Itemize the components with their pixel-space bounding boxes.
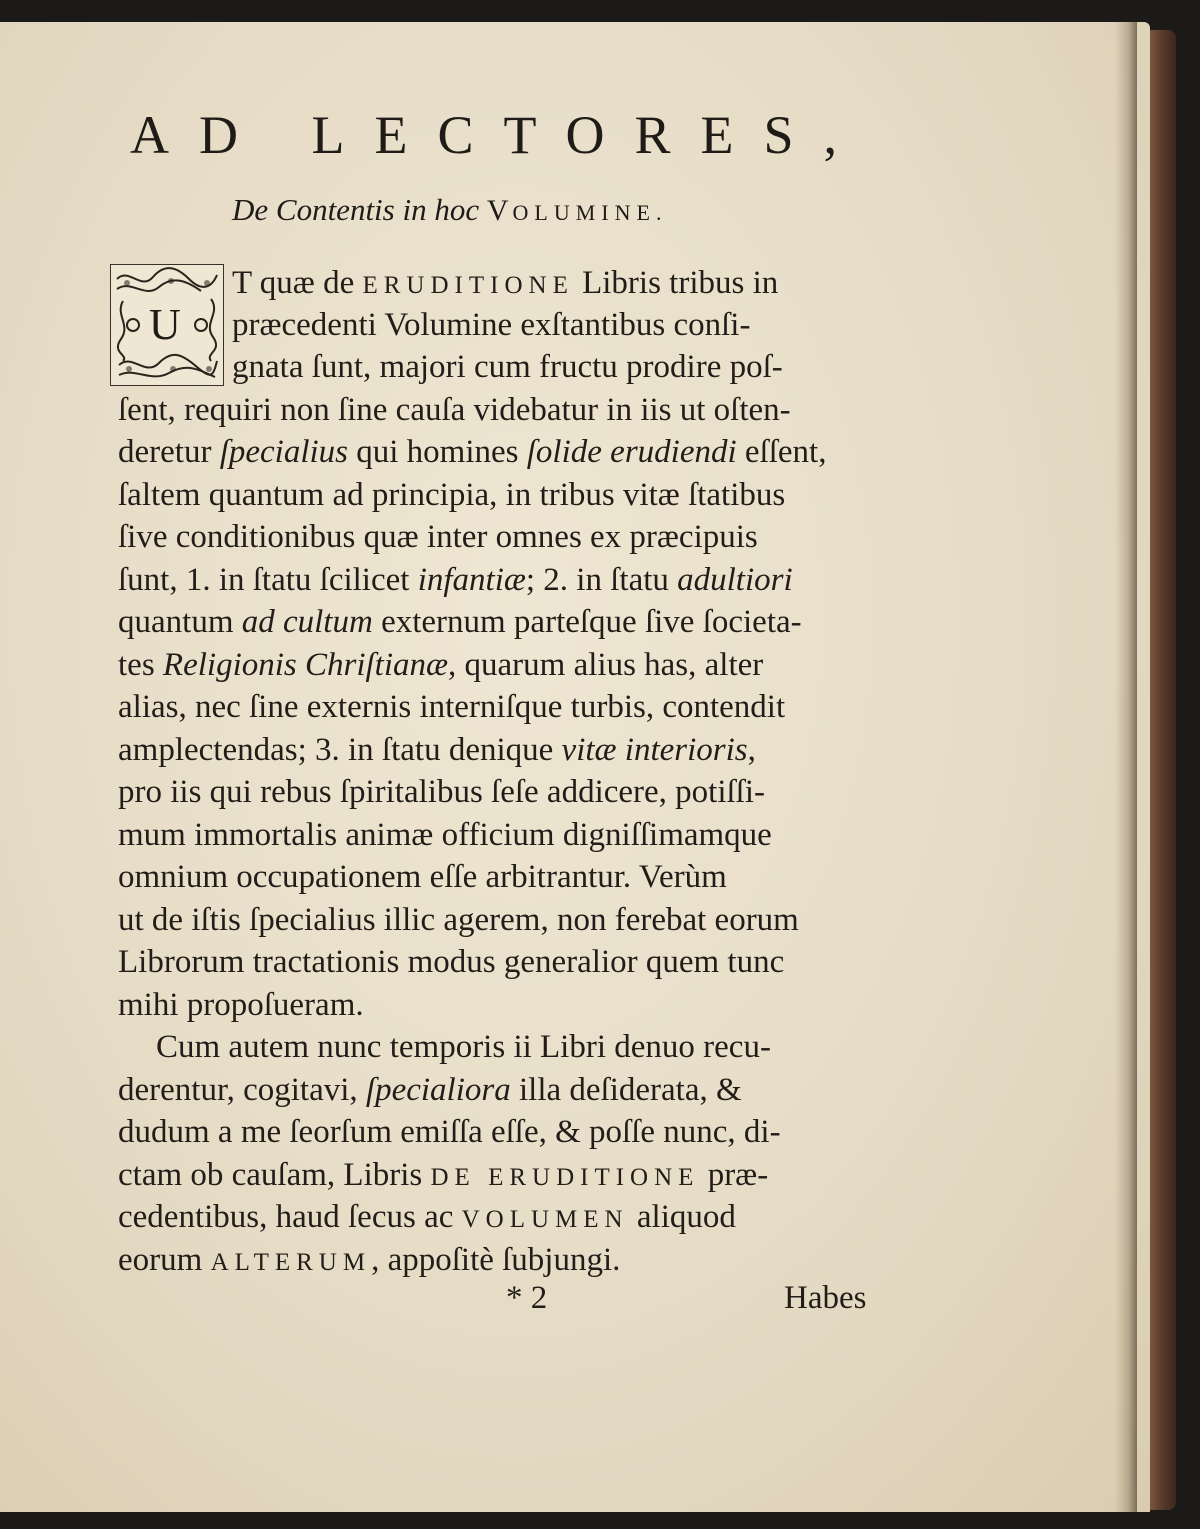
text-line (118, 686, 785, 728)
text-run: Librorum tractationis modus generalior quem tunc (118, 944, 785, 980)
text-line (156, 1026, 771, 1068)
text-line (118, 899, 799, 941)
text-run: tes (118, 647, 163, 683)
text-run-smallcaps: ALTERUM (210, 1249, 372, 1276)
page-heading: AD LECTORES, (130, 105, 868, 165)
dropcap-letter: U (149, 300, 181, 349)
text-run-italic: ad cultum (241, 604, 373, 640)
text-run: alias, nec ſine externis interniſque turbis, contendit (118, 689, 786, 725)
page-edge-shadow (1115, 22, 1137, 1512)
text-run: eſſent, (736, 434, 827, 470)
text-line (118, 729, 756, 771)
text-run: Cum autem nunc temporis ii Libri denuo recu- (156, 1029, 771, 1065)
subheading-smallcaps-first: V (486, 194, 513, 227)
text-line (118, 1239, 620, 1284)
subheading-smallcaps (487, 194, 668, 227)
text-line (232, 346, 783, 388)
text-run-italic: ſolide erudiendi (526, 434, 737, 470)
catchword: Habes (784, 1280, 867, 1316)
text-run: Libris tribus in (573, 265, 779, 301)
text-run: ut de iſtis ſpecialius illic agerem, non ferebat eorum (118, 902, 799, 938)
text-run: ſive conditionibus quæ inter omnes ex præcipuis (118, 519, 758, 555)
text-line (118, 559, 793, 601)
subheading-smallcaps-rest: OLUMINE. (512, 200, 668, 225)
page-subheading (232, 192, 667, 228)
text-run: mihi propoſueram. (118, 987, 364, 1023)
text-run: amplectendas; 3. in ſtatu denique (118, 732, 562, 768)
text-line (118, 1154, 768, 1199)
text-run: præ- (699, 1157, 769, 1193)
text-line (118, 856, 727, 898)
text-run: , (747, 732, 756, 768)
text-run: T quæ de (232, 265, 363, 301)
text-run: gnata ſunt, majori cum fructu prodire poſ- (232, 349, 783, 385)
text-run-smallcaps: ERUDITIONE (362, 272, 574, 299)
text-run-smallcaps: VOLUMEN (461, 1206, 629, 1233)
text-run: deretur (118, 434, 220, 470)
text-run: dudum a me ſeorſum emiſſa eſſe, & poſſe nunc, di- (118, 1114, 781, 1150)
text-line (118, 1069, 742, 1111)
text-run: præcedenti Volumine exſtantibus conſi- (232, 307, 751, 343)
text-run-italic: Religionis Chriſtianæ (162, 647, 449, 683)
text-run-italic: ſpecialius (219, 434, 349, 470)
text-line (118, 941, 784, 983)
text-run: omnium occupationem eſſe arbitrantur. Verùm (118, 859, 727, 895)
text-line (118, 1196, 736, 1241)
ornamental-initial (110, 264, 224, 386)
text-run: ſunt, 1. in ſtatu ſcilicet (118, 562, 418, 598)
text-line (232, 262, 778, 307)
text-line (118, 431, 826, 473)
text-line (118, 389, 791, 431)
text-line (118, 644, 763, 686)
text-run-italic: infantiæ (417, 562, 526, 598)
text-line (118, 771, 765, 813)
text-line (232, 304, 750, 346)
text-line (118, 474, 785, 516)
text-run: ctam ob cauſam, Libris (118, 1157, 431, 1193)
text-run: cedentibus, haud ſecus ac (118, 1199, 462, 1235)
text-run: pro iis qui rebus ſpiritalibus ſeſe addicere, potiſſi- (118, 774, 766, 810)
text-run: qui homines (348, 434, 527, 470)
signature-mark: * 2 (506, 1280, 548, 1316)
text-run-italic: ſpecialiora (365, 1072, 511, 1108)
text-line (118, 601, 802, 643)
text-run: , appoſitè ſubjungi. (371, 1242, 621, 1278)
book-page (0, 22, 1150, 1512)
text-run: ; 2. in ſtatu (525, 562, 678, 598)
subheading-italic: De Contentis in hoc (232, 192, 480, 227)
text-run: quantum (118, 604, 242, 640)
text-run-italic: vitæ interioris (561, 732, 748, 768)
text-line (118, 984, 364, 1026)
text-run-italic: adultiori (677, 562, 793, 598)
text-line (118, 814, 772, 856)
text-run: mum immortalis animæ officium digniſſimamque (118, 817, 772, 853)
text-run: , quarum alius has, alter (448, 647, 764, 683)
text-run: eorum (118, 1242, 211, 1278)
text-run: ſaltem quantum ad principia, in tribus vitæ ſtatibus (118, 477, 786, 513)
text-run: ſent, requiri non ſine cauſa videbatur in iis ut oſten- (118, 392, 791, 428)
text-run: externum parteſque ſive ſocieta- (372, 604, 802, 640)
text-run: illa deſiderata, & (510, 1072, 742, 1108)
text-line (118, 1111, 781, 1153)
text-run: aliquod (628, 1199, 736, 1235)
text-run: derentur, cogitavi, (118, 1072, 366, 1108)
text-line (118, 516, 758, 558)
text-run-smallcaps: DE ERUDITIONE (430, 1164, 700, 1191)
